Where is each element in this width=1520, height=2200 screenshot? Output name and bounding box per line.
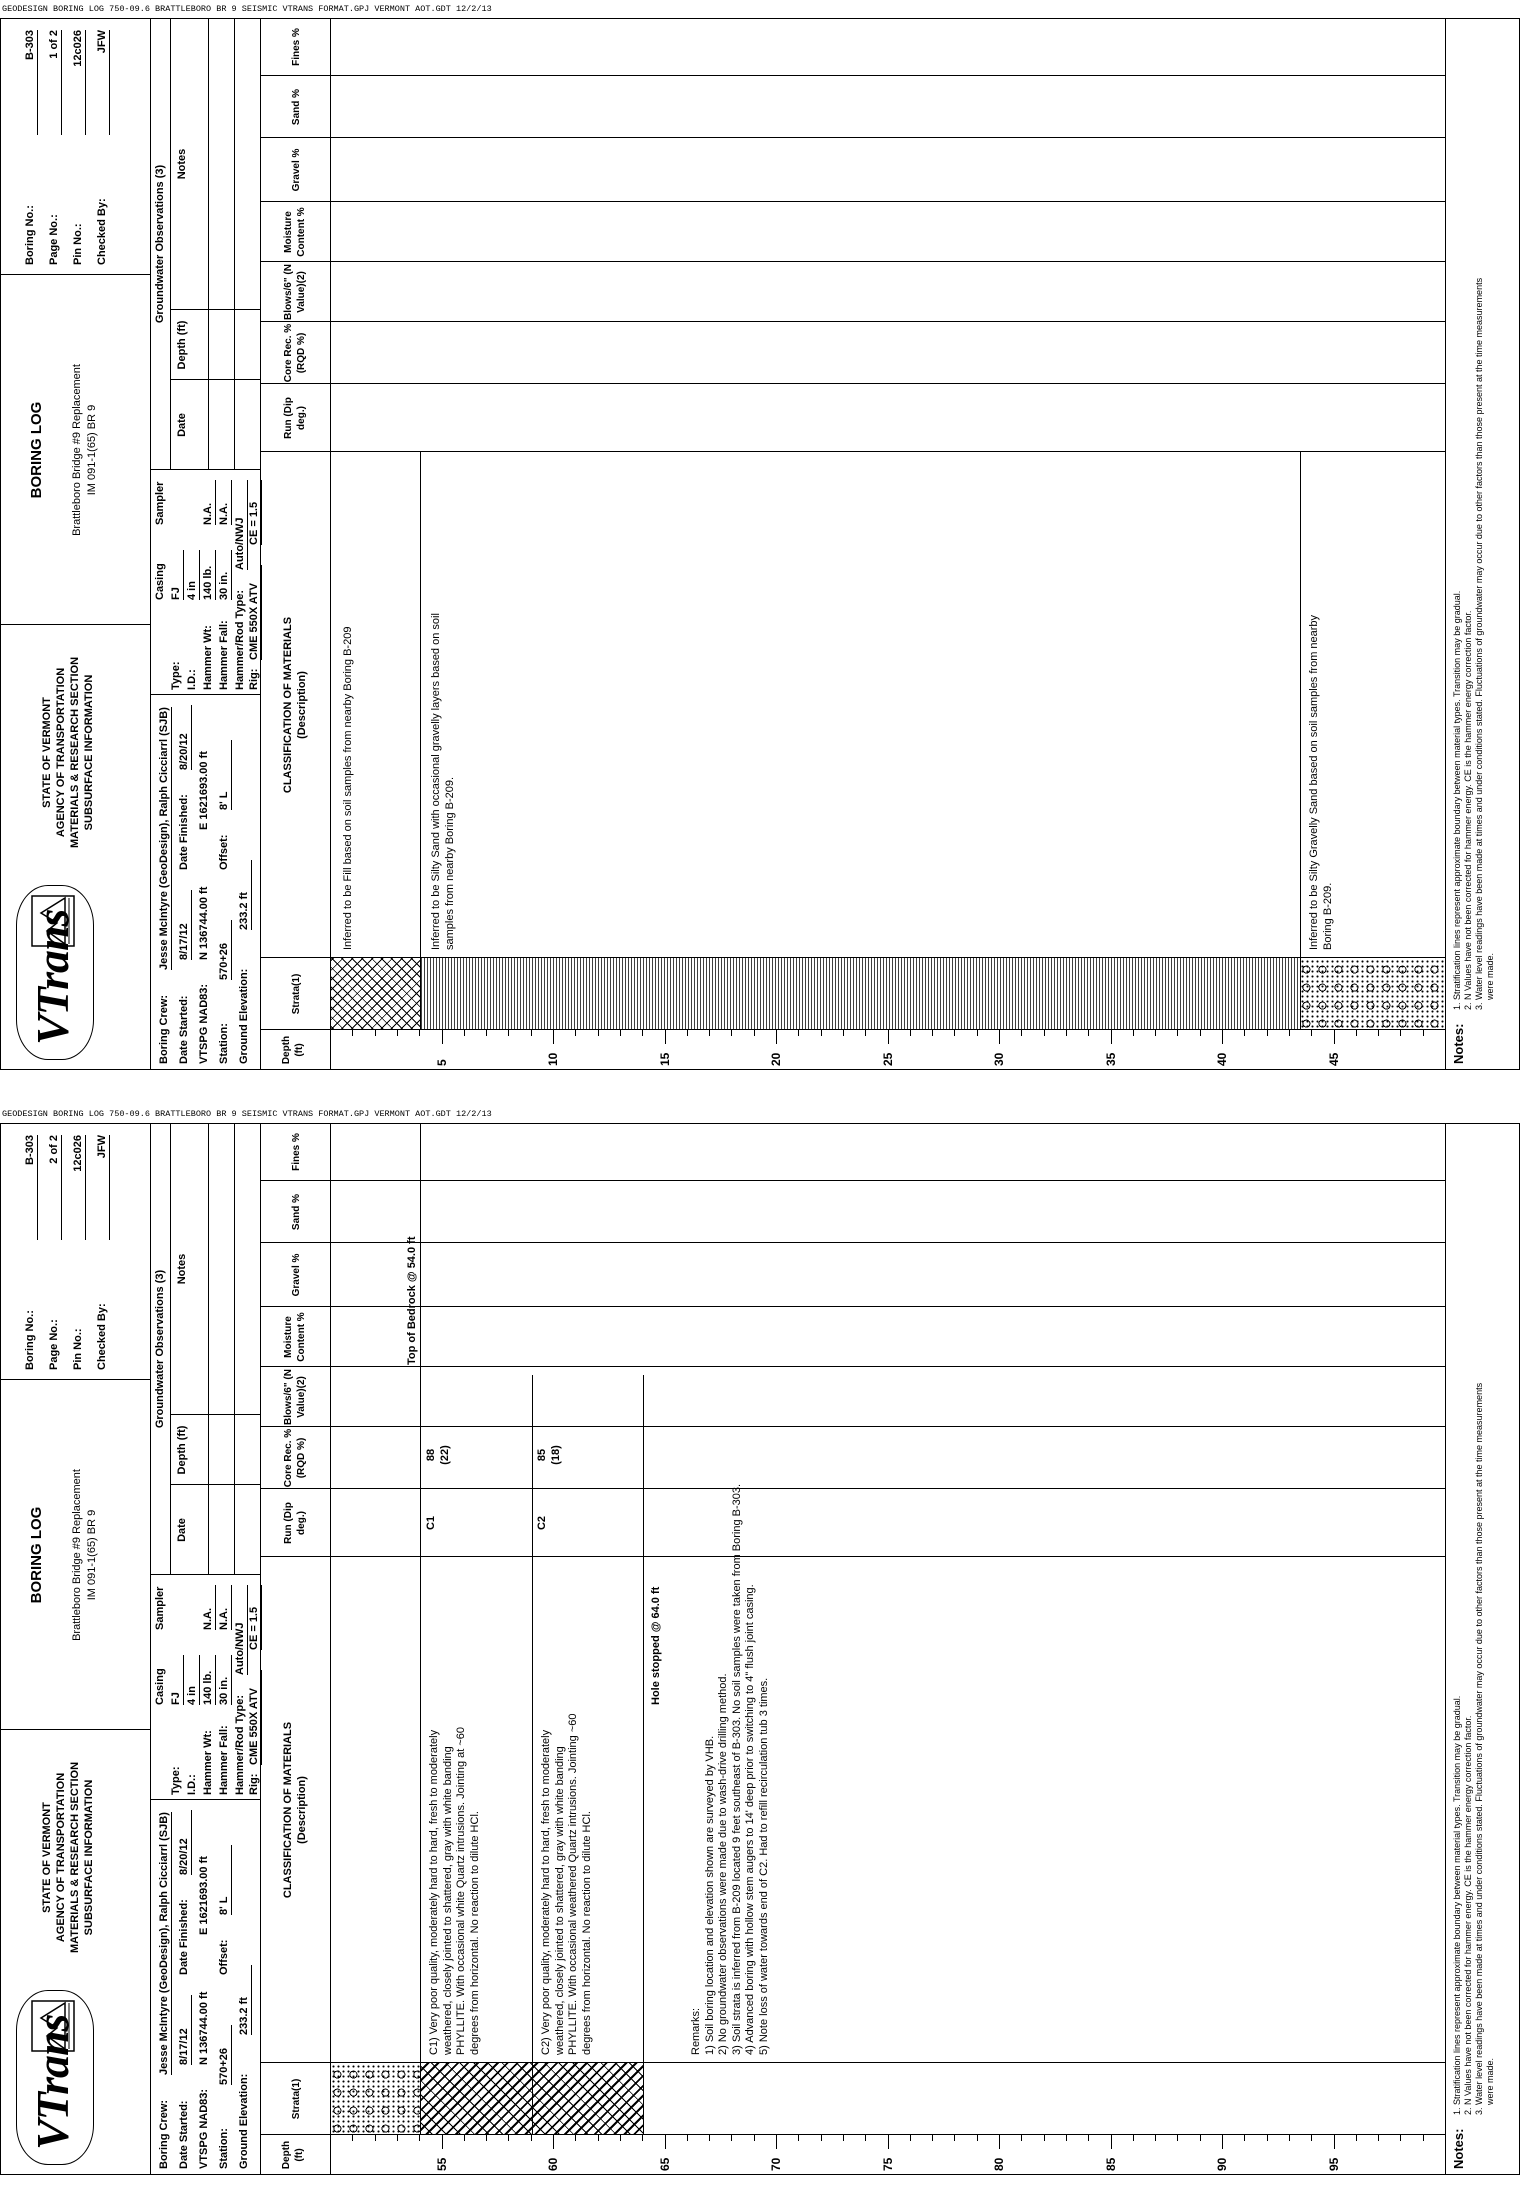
depth-tick bbox=[1244, 1030, 1245, 1036]
depth-tick bbox=[352, 1030, 353, 1036]
depth-tick bbox=[1400, 2135, 1401, 2141]
boring-number: B-303 bbox=[24, 30, 38, 135]
depth-tick bbox=[910, 2135, 911, 2141]
depth-tick bbox=[776, 2135, 777, 2149]
depth-tick bbox=[1111, 1030, 1112, 1044]
vtrans-logo: VTrans bbox=[16, 1990, 94, 2165]
depth-tick-label: 65 bbox=[657, 2157, 672, 2171]
boring-log-page-2 bbox=[0, 1105, 1520, 2175]
project-name: Brattleboro Bridge #9 Replacement IM 091-1(65) BR 9 bbox=[71, 1469, 98, 1641]
core-rec-c2: 85 (18) bbox=[536, 1445, 562, 1465]
remarks: Remarks: 1) Soil boring location and elevation shown are surveyed by VHB. 2) No groundwater observations were made due to wash-drive drilling method. 3) Soil strata is inferred from B-209 located 9 feet southeast of B-303. No soil samples were taken from Boring B-303. 4) Advanced boring with hollow stem augers to 14' deep prior to switching to 4" flush joint casing. 5) Note loss of water towards end of C2. Had to refill recirculation tub 3 times. bbox=[690, 1483, 770, 2055]
easting: E 1621693.00 ft bbox=[198, 1856, 210, 1935]
agency-name: STATE OF VERMONT AGENCY OF TRANSPORTATION MATERIALS & RESEARCH SECTION SUBSURFACE INFORMATION bbox=[41, 1761, 95, 1954]
depth-tick bbox=[508, 2135, 509, 2141]
description-silty-sand: Inferred to be Silty Sand with occasional gravelly layers based on soil samples from nearby Boring B-209. bbox=[430, 613, 456, 950]
depth-tick bbox=[598, 2135, 599, 2141]
depth-tick bbox=[932, 1030, 933, 1036]
depth-tick bbox=[375, 2135, 376, 2141]
depth-tick bbox=[1021, 2135, 1022, 2141]
depth-tick bbox=[442, 2135, 443, 2149]
depth-tick bbox=[1088, 1030, 1089, 1036]
depth-tick bbox=[843, 1030, 844, 1036]
checked-by: JFW bbox=[96, 1135, 110, 1240]
note-1: 1. Stratification lines represent approximate boundary between material types. Transition may be gradual. bbox=[1452, 1695, 1462, 2115]
ground-elevation: 233.2 ft bbox=[238, 1965, 252, 2035]
depth-tick-label: 15 bbox=[657, 1052, 672, 1066]
depth-tick bbox=[1133, 1030, 1134, 1036]
depth-tick bbox=[1044, 1030, 1045, 1036]
depth-tick bbox=[1334, 1030, 1335, 1044]
project-name: Brattleboro Bridge #9 Replacement IM 091-1(65) BR 9 bbox=[71, 364, 98, 536]
date-started: 8/17/12 bbox=[178, 1995, 192, 2065]
depth-tick bbox=[665, 1030, 666, 1044]
depth-tick bbox=[865, 2135, 866, 2141]
doc-title: BORING LOG bbox=[28, 1506, 45, 1604]
doc-title: BORING LOG bbox=[28, 401, 45, 499]
depth-tick-label: 30 bbox=[992, 1052, 1006, 1066]
offset: 8' L bbox=[218, 740, 232, 810]
depth-tick bbox=[754, 2135, 755, 2141]
depth-tick-label: 95 bbox=[1326, 2157, 1341, 2171]
depth-tick-label: 60 bbox=[546, 2157, 560, 2171]
depth-tick bbox=[553, 2135, 554, 2149]
mountain-icon bbox=[31, 895, 75, 947]
depth-tick bbox=[954, 2135, 955, 2141]
note-3: 3. Water level readings have been made at times and under conditions stated. Fluctuations of groundwater may occur due to other factors than those present at the time measurements were made. bbox=[1474, 1382, 1495, 2115]
depth-tick bbox=[999, 1030, 1000, 1044]
depth-tick-label: 70 bbox=[769, 2157, 783, 2171]
depth-tick bbox=[731, 2135, 732, 2141]
offset: 8' L bbox=[218, 1845, 232, 1915]
depth-tick bbox=[1044, 2135, 1045, 2141]
depth-tick-label: 25 bbox=[880, 1052, 895, 1066]
log-sheet: VTrans STATE OF VERMONT AGENCY OF TRANSPORTATION MATERIALS & RESEARCH SECTION SUBSURFACE INFORMATION BORING LOG Brattleboro Bridge #9 Replacement IM 091-1(65) BR 9 Boring No.: B-303 Page No.: 2 of 2 Pin No.: 12c026 Checked By: JFW Boring Crew: Jesse McIntyre (GeoDesign), Ralph Cicciarrl (SJB) Date Started: 8/17/12 Date Finished: 8/20/12 VTSPG NAD83: N 136744.00 ft E 1621693.00 ft Station: 570+26 Offset: 8' L Ground Elevation: 233.2 ft Casing Sampler Type: FJ I.D.: 4 in Hammer Wt: 140 lb. N.A. Hammer Fall: 30 in. N.A. Hammer/Rod Type: Auto/NWJ Rig: CME 550X ATV CE = 1.5 Groundwater Observations (3) Date Depth (ft) Notes Depth (ft) Strata(1) CLASSIFICATION OF MATERIALS (Description) Run (Dip deg.) Core Rec. % (RQD %) Blows/6" (N Value)(2) Moisture Content % Gravel % Sand % Fines % 55 60 65 70 75 80 85 90 95 C1) Very poor quality, moderately hard to hard, fresh to moderately weathered, closely jointed to shattered, gray with white banding PHYLLITE. With occasional white Quartz intrusions. Jointing at ~60 degrees from horizontal. No reaction to dilute HCl. C2) Very poor quality, moderately hard to hard, fresh to moderately weathered, closely jointed to shattered, gray with white banding PHYLLITE. With occasional weathered Quartz intrusions. Jointing ~60 degrees from horizontal. No reaction to dilute HCl. Hole stopped @ 64.0 ft Remarks: 1) Soil boring location and elevation shown are surveyed by VHB. 2) No groundwater observations were made due to wash-drive drilling method. 3) Soil strata is inferred from B-209 located 9 feet southeast of B-303. No soil samples were taken from Boring B-303. 4) Advanced boring with hollow stem augers to 14' deep prior to switching to 4" flush joint casing. 5) Note loss of water towards end of C2. Had to refill recirculation tub 3 times. C1 88 (22) C2 85 (18) Top of Bedrock @ 54.0 ft Notes: 1. Stratification lines represent approximate boundary between material types. Transition may be gradual. 2. N Values have not been corrected for hammer energy. CE is the hammer energy correction factor. 3. Water level readings have been made at times and under conditions stated. Fluctuations of groundwater may occur due to other factors than those present at the time measurements were made. bbox=[0, 1123, 1520, 2175]
northing: N 136744.00 ft bbox=[198, 1991, 210, 2065]
depth-tick bbox=[531, 1030, 532, 1036]
depth-tick bbox=[1177, 1030, 1178, 1036]
depth-tick bbox=[977, 2135, 978, 2141]
pin-number: 12c026 bbox=[72, 1135, 86, 1240]
depth-tick bbox=[1222, 2135, 1223, 2149]
depth-tick-label: 45 bbox=[1326, 1052, 1341, 1066]
depth-tick bbox=[709, 1030, 710, 1036]
depth-tick bbox=[1088, 2135, 1089, 2141]
description-core-c1: C1) Very poor quality, moderately hard to hard, fresh to moderately weathered, closely jointed to shattered, gray with white banding PHYLLITE. With occasional white Quartz intrusions. Jointing at ~60 degrees from horizontal. No reaction to dilute HCl. bbox=[428, 1726, 481, 2055]
note-2: 2. N Values have not been corrected for hammer energy. CE is the hammer energy correction factor. bbox=[1463, 1715, 1473, 2115]
depth-tick bbox=[442, 1030, 443, 1044]
depth-tick bbox=[397, 2135, 398, 2141]
boring-log-page-1 bbox=[0, 0, 1520, 1070]
depth-tick bbox=[464, 2135, 465, 2141]
depth-tick bbox=[642, 1030, 643, 1036]
boring-number: B-303 bbox=[24, 1135, 38, 1240]
run-c1: C1 bbox=[425, 1515, 437, 1531]
depth-tick bbox=[419, 2135, 420, 2141]
depth-tick bbox=[1111, 2135, 1112, 2149]
depth-tick bbox=[954, 1030, 955, 1036]
depth-tick bbox=[821, 1030, 822, 1036]
depth-tick bbox=[1155, 1030, 1156, 1036]
depth-tick bbox=[910, 1030, 911, 1036]
depth-tick bbox=[888, 2135, 889, 2149]
agency-name: STATE OF VERMONT AGENCY OF TRANSPORTATION MATERIALS & RESEARCH SECTION SUBSURFACE INFORMATION bbox=[41, 656, 95, 849]
depth-tick bbox=[798, 2135, 799, 2141]
note-3: 3. Water level readings have been made at times and under conditions stated. Fluctuations of groundwater may occur due to other factors than those present at the time measurements were made. bbox=[1474, 277, 1495, 1010]
depth-tick-label: 80 bbox=[992, 2157, 1006, 2171]
depth-tick bbox=[508, 1030, 509, 1036]
date-finished: 8/20/12 bbox=[178, 1810, 192, 1875]
depth-tick bbox=[531, 2135, 532, 2141]
top-of-bedrock-note: Top of Bedrock @ 54.0 ft bbox=[406, 1236, 418, 1365]
depth-tick bbox=[419, 1030, 420, 1036]
northing: N 136744.00 ft bbox=[198, 886, 210, 960]
easting: E 1621693.00 ft bbox=[198, 751, 210, 830]
depth-tick bbox=[1423, 1030, 1424, 1036]
description-fill: Inferred to be Fill based on soil samples from nearby Boring B-209 bbox=[342, 626, 354, 950]
depth-tick-label: 20 bbox=[769, 1052, 783, 1066]
depth-tick bbox=[1066, 2135, 1067, 2141]
mountain-icon bbox=[31, 2000, 75, 2052]
depth-tick bbox=[1400, 1030, 1401, 1036]
depth-tick bbox=[1378, 1030, 1379, 1036]
depth-tick-label: 90 bbox=[1215, 2157, 1229, 2171]
depth-tick-label: 10 bbox=[546, 1052, 560, 1066]
notes-label: Notes: bbox=[1451, 1023, 1466, 1064]
depth-tick bbox=[1334, 2135, 1335, 2149]
depth-tick bbox=[642, 2135, 643, 2141]
note-2: 2. N Values have not been corrected for hammer energy. CE is the hammer energy correction factor. bbox=[1463, 610, 1473, 1010]
station: 570+26 bbox=[218, 920, 232, 980]
depth-tick-label: 5 bbox=[434, 1059, 449, 1066]
strata-gravelly-sand-pattern bbox=[331, 2063, 420, 2134]
depth-tick bbox=[665, 2135, 666, 2149]
depth-tick bbox=[1066, 1030, 1067, 1036]
depth-tick bbox=[776, 1030, 777, 1044]
depth-tick bbox=[999, 2135, 1000, 2149]
depth-tick bbox=[1222, 1030, 1223, 1044]
checked-by: JFW bbox=[96, 30, 110, 135]
depth-tick bbox=[1423, 2135, 1424, 2141]
notes-label: Notes: bbox=[1451, 2128, 1466, 2169]
depth-tick bbox=[1356, 1030, 1357, 1036]
vtrans-logo: VTrans bbox=[16, 885, 94, 1060]
depth-tick bbox=[486, 2135, 487, 2141]
boring-crew: Jesse McIntyre (GeoDesign), Ralph Cicciarrl (SJB) bbox=[158, 1812, 170, 2075]
depth-tick bbox=[1155, 2135, 1156, 2141]
depth-tick bbox=[464, 1030, 465, 1036]
date-finished: 8/20/12 bbox=[178, 705, 192, 770]
depth-tick bbox=[620, 1030, 621, 1036]
depth-tick bbox=[1267, 1030, 1268, 1036]
strata-gravelly-sand-pattern bbox=[1300, 958, 1445, 1029]
note-1: 1. Stratification lines represent approximate boundary between material types. Transition may be gradual. bbox=[1452, 590, 1462, 1010]
depth-tick-label: 35 bbox=[1103, 1052, 1118, 1066]
depth-tick bbox=[1311, 2135, 1312, 2141]
depth-tick bbox=[731, 1030, 732, 1036]
depth-tick bbox=[1267, 2135, 1268, 2141]
depth-tick bbox=[1177, 2135, 1178, 2141]
depth-tick bbox=[598, 1030, 599, 1036]
page-number: 1 of 2 bbox=[48, 30, 62, 135]
strata-fill-pattern bbox=[331, 958, 420, 1029]
page-number: 2 of 2 bbox=[48, 1135, 62, 1240]
depth-tick bbox=[865, 1030, 866, 1036]
depth-tick bbox=[575, 2135, 576, 2141]
core-rec-c1: 88 (22) bbox=[425, 1445, 451, 1465]
depth-tick bbox=[1133, 2135, 1134, 2141]
depth-tick bbox=[687, 1030, 688, 1036]
depth-tick bbox=[553, 1030, 554, 1044]
depth-tick-label: 40 bbox=[1215, 1052, 1229, 1066]
depth-tick bbox=[575, 1030, 576, 1036]
depth-tick bbox=[1289, 2135, 1290, 2141]
depth-tick bbox=[932, 2135, 933, 2141]
ground-elevation: 233.2 ft bbox=[238, 860, 252, 930]
pin-number: 12c026 bbox=[72, 30, 86, 135]
depth-tick bbox=[687, 2135, 688, 2141]
depth-tick bbox=[888, 1030, 889, 1044]
description-core-c2: C2) Very poor quality, moderately hard to hard, fresh to moderately weathered, closely jointed to shattered, gray with white banding PHYLLITE. With occasional weathered Quartz intrusions. Jointing ~60 degrees from horizontal. No reaction to dilute HCl. bbox=[540, 1713, 593, 2055]
station: 570+26 bbox=[218, 2025, 232, 2085]
depth-tick bbox=[620, 2135, 621, 2141]
depth-tick bbox=[798, 1030, 799, 1036]
depth-tick bbox=[977, 1030, 978, 1036]
description-silty-gravelly-sand: Inferred to be Silty Gravelly Sand based on soil samples from nearby Boring B-209. bbox=[1308, 614, 1334, 950]
depth-tick bbox=[1378, 2135, 1379, 2141]
depth-tick bbox=[397, 1030, 398, 1036]
depth-tick bbox=[352, 2135, 353, 2141]
depth-tick bbox=[1200, 1030, 1201, 1036]
depth-tick bbox=[821, 2135, 822, 2141]
depth-tick bbox=[1200, 2135, 1201, 2141]
depth-tick-label: 55 bbox=[434, 2157, 449, 2171]
depth-tick-label: 75 bbox=[880, 2157, 895, 2171]
depth-tick-label: 85 bbox=[1103, 2157, 1118, 2171]
depth-tick bbox=[1244, 2135, 1245, 2141]
depth-tick bbox=[843, 2135, 844, 2141]
strata-silty-sand-pattern bbox=[420, 958, 1300, 1029]
log-sheet: VTrans STATE OF VERMONT AGENCY OF TRANSPORTATION MATERIALS & RESEARCH SECTION SUBSURFACE INFORMATION BORING LOG Brattleboro Bridge #9 Replacement IM 091-1(65) BR 9 Boring No.: B-303 Page No.: 1 of 2 Pin No.: 12c026 Checked By: JFW Boring Crew: Jesse McIntyre (GeoDesign), Ralph Cicciarrl (SJB) Date Started: 8/17/12 Date Finished: 8/20/12 VTSPG NAD83: N 136744.00 ft E 1621693.00 ft Station: 570+26 Offset: 8' L Ground Elevation: 233.2 ft Casing Sampler Type: FJ I.D.: 4 in Hammer Wt: 140 lb. N.A. Hammer Fall: 30 in. N.A. Hammer/Rod Type: Auto/NWJ Rig: CME 550X ATV CE = 1.5 Groundwater Observations (3) Date Depth (ft) Notes Depth (ft) Strata(1) CLASSIFICATION OF MATERIALS (Description) Run (Dip deg.) Core Rec. % (RQD %) Blows/6" (N Value)(2) Moisture Content % Gravel % Sand % Fines % 5 10 15 20 25 30 35 40 45 Inferred to be Fill based on soil samples from nearby Boring B-209 Inferred to be Silty Sand with occasional gravelly layers based on soil samples from nearby Boring B-209. Inferred to be Silty Gravelly Sand based on soil samples from nearby Boring B-209. Notes: 1. Stratification lines represent approximate boundary between material types. Transition may be gradual. 2. N Values have not been corrected for hammer energy. CE is the hammer energy correction factor. 3. Water level readings have been made at times and under conditions stated. Fluctuations of groundwater may occur due to other factors than those present at the time measurements were made. bbox=[0, 18, 1520, 1070]
file-header: GEODESIGN BORING LOG 750-09.6 BRATTLEBORO BR 9 SEISMIC VTRANS FORMAT.GPJ VERMONT AOT.GDT 12/2/13 bbox=[2, 1109, 492, 1119]
depth-tick bbox=[486, 1030, 487, 1036]
hole-stopped: Hole stopped @ 64.0 ft bbox=[650, 1586, 662, 1705]
depth-tick bbox=[709, 2135, 710, 2141]
date-started: 8/17/12 bbox=[178, 890, 192, 960]
depth-tick bbox=[754, 1030, 755, 1036]
run-c2: C2 bbox=[536, 1515, 548, 1531]
depth-tick bbox=[1021, 1030, 1022, 1036]
boring-crew: Jesse McIntyre (GeoDesign), Ralph Cicciarrl (SJB) bbox=[158, 707, 170, 970]
depth-tick bbox=[1356, 2135, 1357, 2141]
depth-tick bbox=[375, 1030, 376, 1036]
file-header: GEODESIGN BORING LOG 750-09.6 BRATTLEBORO BR 9 SEISMIC VTRANS FORMAT.GPJ VERMONT AOT.GDT 12/2/13 bbox=[2, 4, 492, 14]
depth-tick bbox=[1311, 1030, 1312, 1036]
depth-tick bbox=[1289, 1030, 1290, 1036]
